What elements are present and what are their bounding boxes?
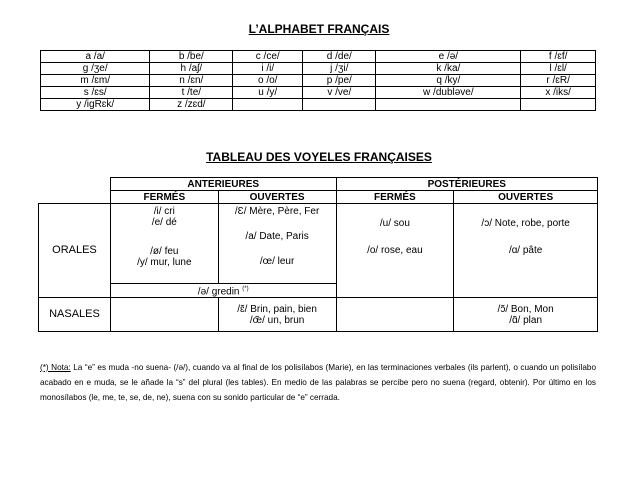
- alphabet-row: [41, 75, 596, 87]
- vowel-table: [38, 177, 598, 332]
- alphabet-cell: [376, 99, 521, 111]
- alphabet-table: [40, 50, 596, 111]
- post-fermes-orales: /u/ sou /o/ rose, eau: [336, 204, 454, 298]
- alphabet-cell: c /ce/: [233, 51, 303, 63]
- alphabet-cell: j /ʒi/: [303, 63, 376, 75]
- alphabet-cell: b /be/: [150, 51, 233, 63]
- alphabet-cell: w /dubləve/: [376, 87, 521, 99]
- ant-fermes-orales: /i/ cri /e/ dé /ø/ feu /y/ mur, lune: [110, 204, 218, 284]
- post-ouvertes-nasales: /ɔ̃/ Bon, Mon /ɑ̃/ plan: [454, 298, 598, 332]
- alphabet-row: [41, 99, 596, 111]
- alphabet-row: [41, 87, 596, 99]
- alphabet-cell: r /ɛR/: [521, 75, 596, 87]
- alphabet-cell: s /ɛs/: [41, 87, 150, 99]
- footnote-label: (*) Nota:: [40, 363, 71, 372]
- ant-ouvertes-orales: /Ɛ/ Mère, Père, Fer /a/ Date, Paris /œ/ leur: [218, 204, 336, 284]
- header-post-fermes: FERMÉS: [336, 191, 454, 204]
- ant-ouvertes-nasales: /ɛ̃/ Brin, pain, bien /œ̃/ un, brun: [218, 298, 336, 332]
- alphabet-cell: q /ky/: [376, 75, 521, 87]
- alphabet-cell: p /pe/: [303, 75, 376, 87]
- ant-fermes-nasales: [110, 298, 218, 332]
- vowel-table-title: TABLEAU DES VOYELES FRANÇAISES: [206, 150, 432, 164]
- header-posterieures: POSTÉRIEURES: [336, 178, 598, 191]
- alphabet-cell: o /o/: [233, 75, 303, 87]
- alphabet-cell: t /te/: [150, 87, 233, 99]
- alphabet-title: L’ALPHABET FRANÇAIS: [248, 22, 390, 36]
- alphabet-cell: i /i/: [233, 63, 303, 75]
- alphabet-cell: g /ʒe/: [41, 63, 150, 75]
- alphabet-cell: v /ve/: [303, 87, 376, 99]
- alphabet-cell: z /zɛd/: [150, 99, 233, 111]
- post-ouvertes-orales: /ɔ/ Note, robe, porte /ɑ/ pâte: [454, 204, 598, 298]
- schwa-cell: /ə/ gredin (*): [110, 284, 336, 298]
- row-label-orales: ORALES: [39, 204, 111, 298]
- alphabet-row: [41, 51, 596, 63]
- alphabet-cell: e /ə/: [376, 51, 521, 63]
- header-ant-fermes: FERMÉS: [110, 191, 218, 204]
- post-fermes-nasales: [336, 298, 454, 332]
- alphabet-cell: a /a/: [41, 51, 150, 63]
- alphabet-cell: x /iks/: [521, 87, 596, 99]
- alphabet-cell: u /y/: [233, 87, 303, 99]
- alphabet-cell: y /igRɛk/: [41, 99, 150, 111]
- header-ant-ouvertes: OUVERTES: [218, 191, 336, 204]
- alphabet-cell: l /ɛl/: [521, 63, 596, 75]
- alphabet-cell: f /ɛf/: [521, 51, 596, 63]
- alphabet-cell: m /ɛm/: [41, 75, 150, 87]
- alphabet-cell: n /ɛn/: [150, 75, 233, 87]
- alphabet-cell: h /aʃ/: [150, 63, 233, 75]
- alphabet-row: [41, 63, 596, 75]
- alphabet-cell: [233, 99, 303, 111]
- alphabet-cell: [521, 99, 596, 111]
- alphabet-cell: [303, 99, 376, 111]
- footnote: [40, 360, 596, 405]
- alphabet-cell: k /ka/: [376, 63, 521, 75]
- header-post-ouvertes: OUVERTES: [454, 191, 598, 204]
- alphabet-cell: d /de/: [303, 51, 376, 63]
- footnote-text: La “e” es muda -no suena- (/ə/), cuando va al final de los polisílabos (Marie), en las terminaciones verbales (ils parlent), o cuando un polisílabo acabado en e muda, se le añade la “s” del plural (les tables). En medio de las palabras se percibe pero no suena (regard, obtenir). Por último en los monosílabos (le, me, te, se, de, ne), suena con su sonido particular de “e” cerrada.: [40, 363, 596, 402]
- row-label-nasales: NASALES: [39, 298, 111, 332]
- header-anterieures: ANTERIEURES: [110, 178, 336, 191]
